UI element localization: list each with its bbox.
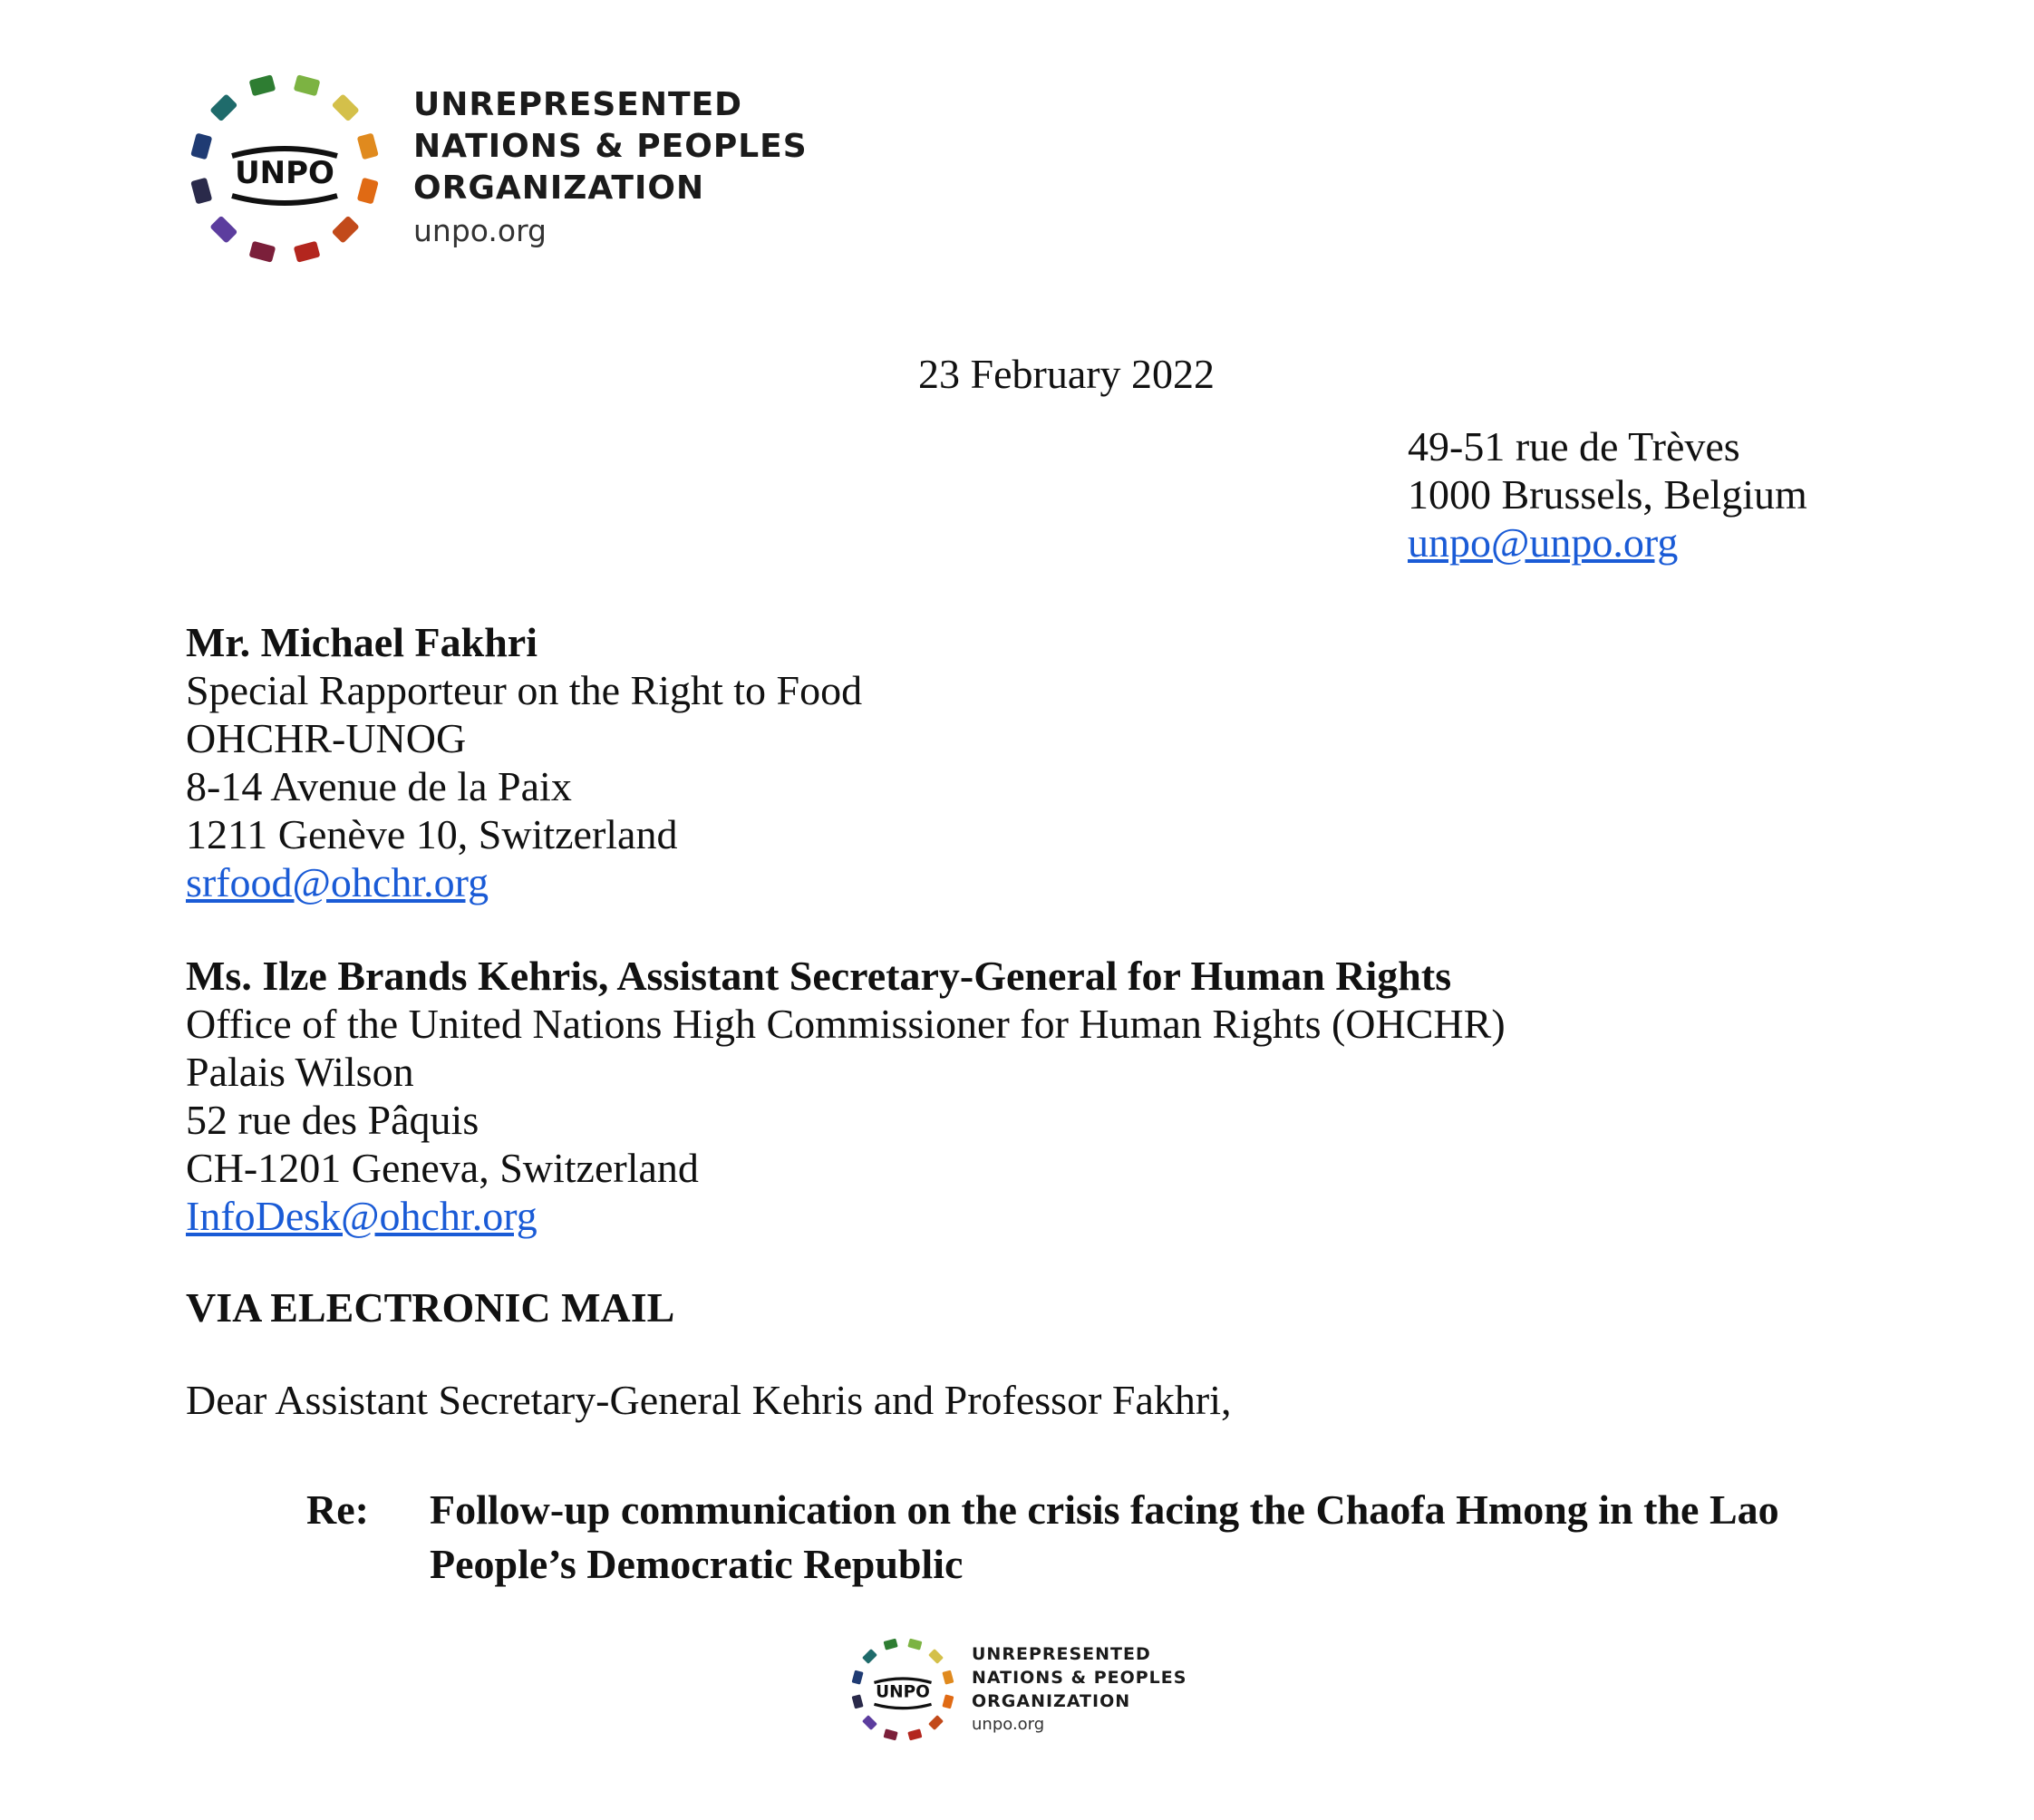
ring-segment	[928, 1715, 944, 1730]
recipient-2-email-link[interactable]: InfoDesk@ohchr.org	[186, 1193, 538, 1239]
wordmark-line-3: ORGANIZATION	[972, 1691, 1131, 1711]
wordmark-line-1: UNREPRESENTED	[413, 86, 743, 123]
wordmark-url: unpo.org	[413, 213, 547, 248]
sender-address	[1408, 422, 1807, 566]
letter-date: 23 February 2022	[918, 351, 1216, 397]
ring-segment	[249, 74, 276, 96]
recipient-2-line: CH-1201 Geneva, Switzerland	[186, 1145, 699, 1191]
ring-arc-top	[874, 1679, 931, 1682]
unpo-header-logo	[181, 65, 808, 272]
wordmark-line-2: NATIONS & PEOPLES	[413, 128, 808, 165]
unpo-wordmark	[972, 1642, 1186, 1737]
ring-mark-text: UNPO	[876, 1682, 930, 1702]
ring-segment	[942, 1670, 954, 1685]
subject-line-1: Follow-up communication on the crisis facing the Chaofa Hmong in the Lao	[430, 1486, 1779, 1533]
ring-segment	[928, 1649, 944, 1664]
ring-segment	[249, 241, 276, 263]
ring-segment	[190, 133, 212, 160]
ring-segment	[332, 93, 360, 121]
recipient-1-line: 1211 Genève 10, Switzerland	[186, 811, 678, 857]
recipient-1-name: Mr. Michael Fakhri	[186, 619, 538, 665]
ring-segment	[852, 1670, 864, 1685]
recipient-2-line: 52 rue des Pâquis	[186, 1097, 479, 1143]
ring-segment	[332, 216, 360, 244]
unpo-ring-emblem	[847, 1633, 959, 1746]
subject-text	[430, 1483, 1844, 1592]
subject-line-2: People’s Democratic Republic	[430, 1541, 964, 1587]
ring-arc-bottom	[232, 196, 337, 203]
ring-segment	[357, 178, 379, 205]
recipient-2-line: Office of the United Nations High Commissioner for Human Rights (OHCHR)	[186, 1001, 1506, 1047]
salutation: Dear Assistant Secretary-General Kehris and Professor Fakhri,	[186, 1377, 1232, 1423]
ring-segment	[942, 1694, 954, 1709]
ring-segment	[862, 1649, 877, 1664]
unpo-wordmark	[413, 84, 808, 253]
ring-segment	[190, 178, 212, 205]
recipient-2-line: Palais Wilson	[186, 1049, 414, 1095]
recipient-1-line: OHCHR-UNOG	[186, 715, 467, 761]
recipient-block-1	[186, 618, 862, 906]
ring-segment	[294, 241, 321, 263]
ring-segment	[884, 1728, 898, 1740]
recipient-1-line: Special Rapporteur on the Right to Food	[186, 667, 863, 713]
wordmark-line-1: UNREPRESENTED	[972, 1644, 1151, 1664]
ring-segment	[294, 74, 321, 96]
sender-address-line-1: 49-51 rue de Trèves	[1408, 423, 1740, 470]
sender-email-link[interactable]: unpo@unpo.org	[1408, 519, 1679, 566]
sender-address-line-2: 1000 Brussels, Belgium	[1408, 471, 1807, 518]
recipient-block-2	[186, 952, 1506, 1240]
unpo-ring-emblem	[181, 65, 388, 272]
via-electronic-mail: VIA ELECTRONIC MAIL	[186, 1284, 675, 1331]
ring-segment	[852, 1694, 864, 1709]
ring-arc-bottom	[874, 1704, 931, 1708]
ring-segment	[357, 133, 379, 160]
ring-segment	[862, 1715, 877, 1730]
ring-segment	[884, 1639, 898, 1651]
ring-segment	[907, 1639, 922, 1651]
recipient-2-name: Ms. Ilze Brands Kehris, Assistant Secretary-General for Human Rights	[186, 953, 1452, 999]
ring-mark-text: UNPO	[235, 155, 334, 191]
recipient-1-email-link[interactable]: srfood@ohchr.org	[186, 859, 489, 905]
wordmark-line-2: NATIONS & PEOPLES	[972, 1668, 1187, 1688]
wordmark-line-3: ORGANIZATION	[413, 169, 705, 207]
unpo-footer-logo	[847, 1633, 1186, 1746]
ring-segment	[907, 1728, 922, 1740]
ring-segment	[209, 93, 237, 121]
ring-segment	[209, 216, 237, 244]
wordmark-url: unpo.org	[972, 1715, 1045, 1734]
subject-label: Re:	[306, 1486, 369, 1533]
recipient-1-line: 8-14 Avenue de la Paix	[186, 763, 572, 809]
